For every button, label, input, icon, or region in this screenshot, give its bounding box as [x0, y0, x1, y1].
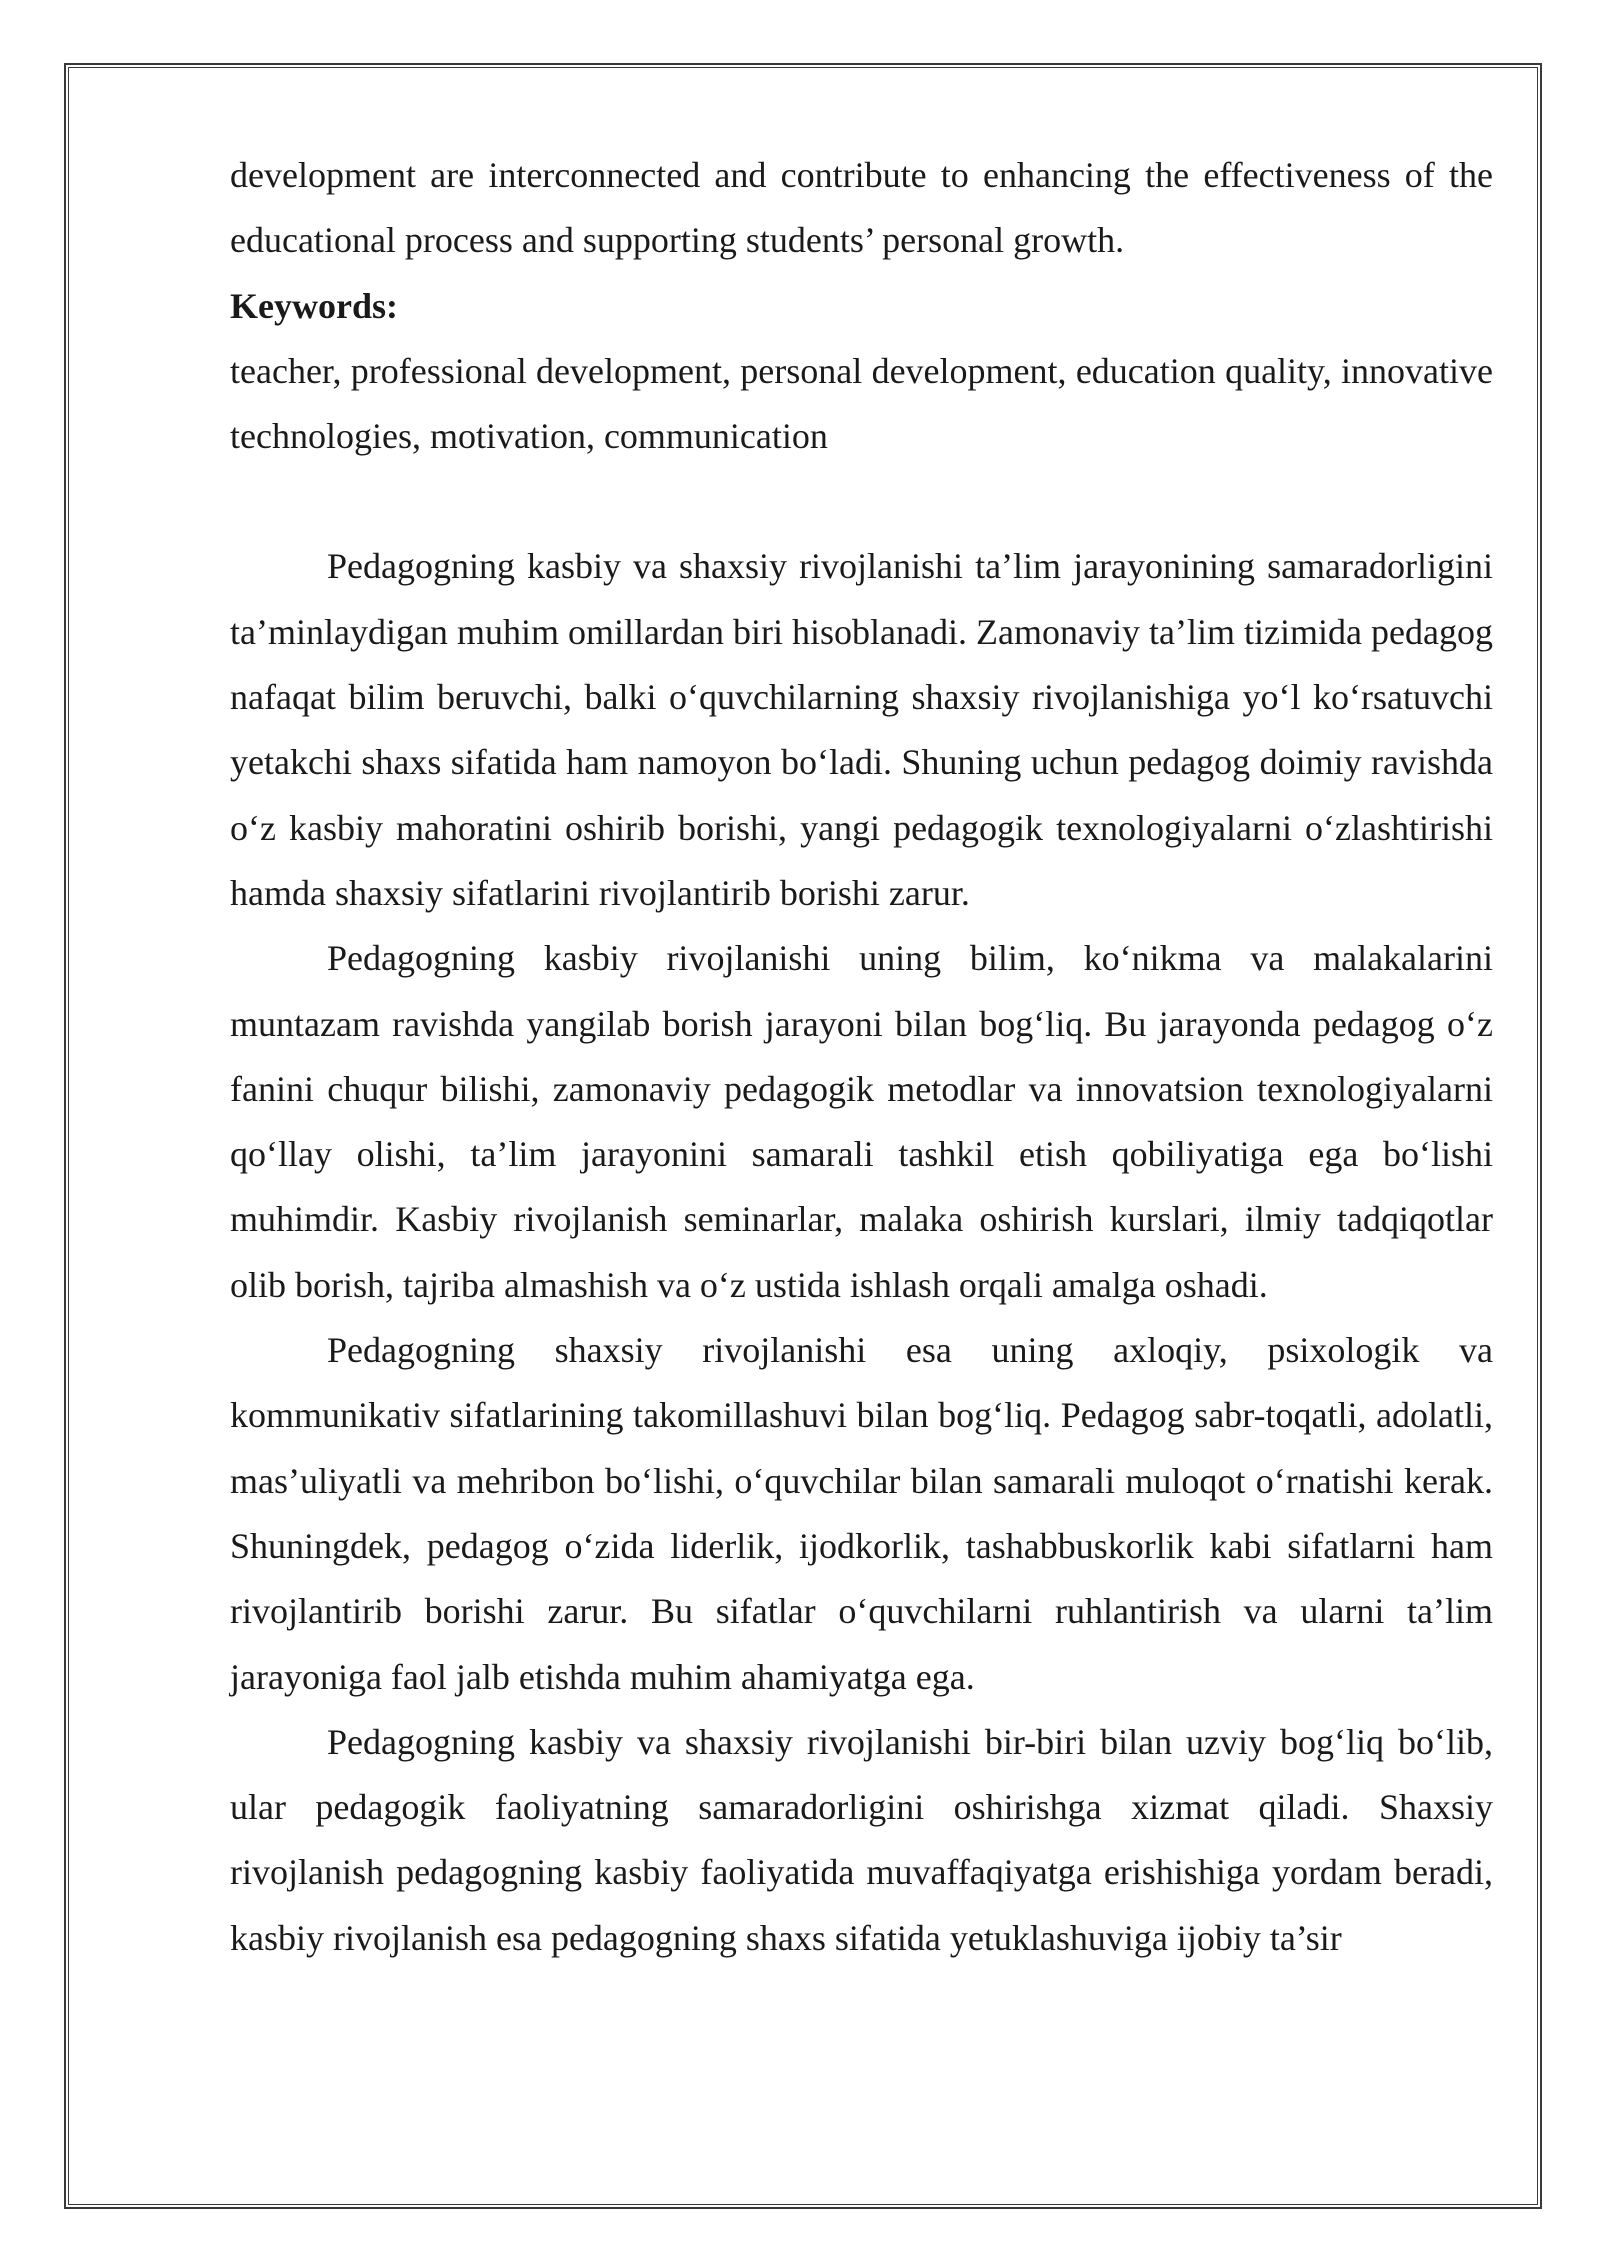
document-body [230, 143, 1493, 1971]
body-paragraph-3: Pedagogning shaxsiy rivojlanishi esa uning axloqiy, psixologik va kommunikativ sifatlarining takomillashuvi bilan bog‘liq. Pedagog sabr-toqatli, adolatli, mas’uliyatli va mehribon bo‘lishi, o‘quvchilar bilan samarali muloqot o‘rnatishi kerak. Shuningdek, pedagog o‘zida liderlik, ijodkorlik, tashabbuskorlik kabi sifatlarni ham rivojlantirib borishi zarur. Bu sifatlar o‘quvchilarni ruhlantirish va ularni ta’lim jarayoniga faol jalb etishda muhim ahamiyatga ega. [230, 1330, 1493, 1697]
keywords-list: teacher, professional development, personal development, education quality, innovative technologies, motivation, communication [230, 350, 1493, 457]
body-paragraph-2: Pedagogning kasbiy rivojlanishi uning bilim, ko‘nikma va malakalarini muntazam ravishda yangilab borish jarayoni bilan bog‘liq. Bu jarayonda pedagog o‘z fanini chuqur bilishi, zamonaviy pedagogik metodlar va innovatsion texnologiyalarni qo‘llay olishi, ta’lim jarayonini samarali tashkil etish qobiliyatiga ega bo‘lishi muhimdir. Kasbiy rivojlanish seminarlar, malaka oshirish kurslari, ilmiy tadqiqotlar olib borish, tajriba almashish va o‘z ustida ishlash orqali amalga oshadi. [230, 938, 1493, 1305]
body-paragraph-1: Pedagogning kasbiy va shaxsiy rivojlanishi ta’lim jarayonining samaradorligini ta’minlaydigan muhim omillardan biri hisoblanadi. Zamonaviy ta’lim tizimida pedagog nafaqat bilim beruvchi, balki o‘quvchilarning shaxsiy rivojlanishiga yo‘l ko‘rsatuvchi yetakchi shaxs sifatida ham namoyon bo‘ladi. Shuning uchun pedagog doimiy ravishda o‘z kasbiy mahoratini oshirib borishi, yangi pedagogik texnologiyalarni o‘zlashtirishi hamda shaxsiy sifatlarini rivojlantirib borishi zarur. [230, 546, 1493, 913]
body-paragraph-4: Pedagogning kasbiy va shaxsiy rivojlanishi bir-biri bilan uzviy bog‘liq bo‘lib, ular pedagogik faoliyatning samaradorligini oshirishga xizmat qiladi. Shaxsiy rivojlanish pedagogning kasbiy faoliyatida muvaffaqiyatga erishishiga yordam beradi, kasbiy rivojlanish esa pedagogning shaxs sifatida yetuklashuviga ijobiy ta’sir [230, 1721, 1493, 1958]
section-spacer [230, 469, 1493, 534]
abstract-continuation: development are interconnected and contribute to enhancing the effectiveness of the educational process and supporting students’ personal growth. [230, 155, 1493, 261]
keywords-heading: Keywords: [230, 285, 398, 326]
